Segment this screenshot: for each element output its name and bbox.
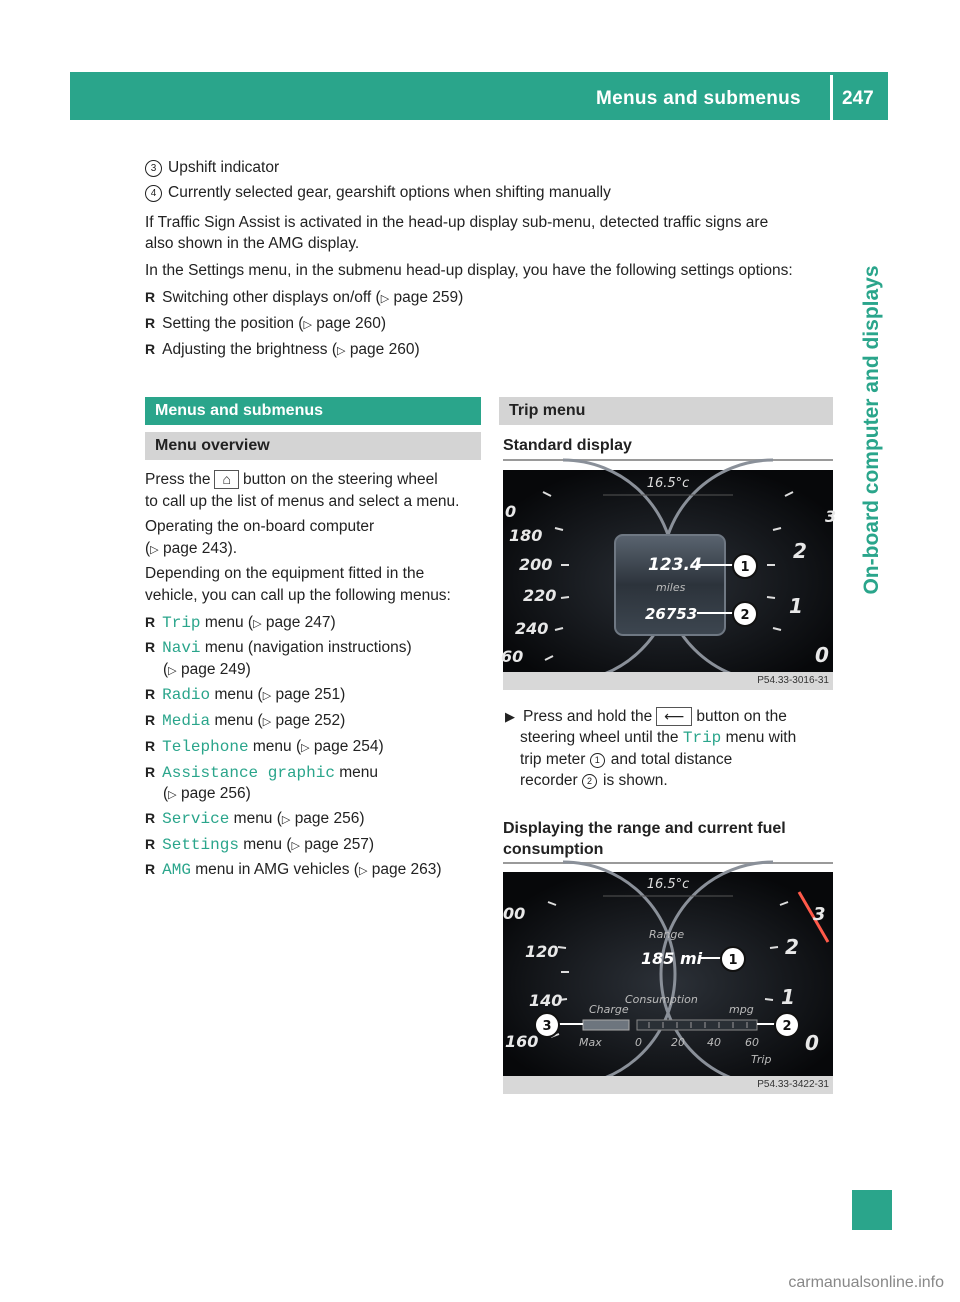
paragraph: Operating the on-board computer [145, 518, 375, 535]
max-label: Max [579, 1036, 602, 1049]
page-ref[interactable]: page 260) [349, 341, 420, 358]
callout-1-label: 1 [740, 560, 750, 575]
callout-4-icon: 4 [145, 185, 162, 202]
menu-list-item-media: R Media menu (▷ page 252) [145, 712, 346, 730]
page-ref[interactable]: page 257) [304, 836, 375, 853]
menu-list-item-telephone: R Telephone menu (▷ page 254) [145, 738, 384, 756]
speed-label: 180 [509, 526, 543, 545]
menu-name[interactable]: Service [162, 810, 230, 828]
page-ref[interactable]: page 259) [393, 289, 464, 306]
page-ref-arrow-icon: ▷ [303, 319, 312, 331]
paragraph: vehicle, you can call up the following menus: [145, 587, 451, 604]
legend-text: Upshift indicator [168, 159, 280, 176]
speed-label: 160 [505, 1032, 539, 1051]
figure-code: P54.33-3016-31 [503, 672, 833, 690]
subheading-range: Displaying the range and current fuel [503, 820, 786, 837]
watermark: carmanualsonline.info [788, 1274, 944, 1291]
speed-label: 240 [515, 619, 549, 638]
trip-meter-value: 123.4 [648, 555, 702, 575]
page-ref-arrow-icon: ▷ [301, 742, 310, 754]
bullet-item: R Switching other displays on/off (▷ page 259) [145, 289, 464, 306]
menu-list-item-service: R Service menu (▷ page 256) [145, 810, 365, 828]
page-ref-arrow-icon: ▷ [262, 690, 272, 702]
total-distance-value: 26753 [645, 605, 698, 623]
legend-item-3 [145, 157, 279, 178]
section-heading-menus: Menus and submenus [145, 397, 481, 425]
legend-item-4 [145, 182, 611, 203]
speed-label: 200 [519, 555, 553, 574]
speed-label: 60 [501, 647, 524, 666]
page-ref-arrow-icon: ▷ [150, 544, 159, 556]
page-ref-arrow-icon: ▷ [337, 345, 346, 357]
menu-list-item-amg: R AMG menu in AMG vehicles (▷ page 263) [145, 861, 442, 879]
menu-name[interactable]: AMG [162, 861, 191, 879]
page-ref[interactable]: page 251) [275, 686, 346, 703]
paragraph: Press the ⌂ button on the steering wheel [145, 471, 438, 488]
paragraph: Depending on the equipment fitted in the [145, 565, 425, 582]
page-ref[interactable]: page 260) [316, 315, 387, 332]
paragraph: If Traffic Sign Assist is activated in the head-up display sub-menu, detected traffic signs are [145, 214, 769, 231]
menu-name[interactable]: Navi [162, 639, 201, 657]
outside-temp: 16.5°c [646, 476, 690, 491]
instruction-step: ▶ Press and hold the ⟵ button on the [505, 708, 787, 725]
range-value: 185 mi [641, 949, 703, 968]
page-ref[interactable]: page 252) [275, 712, 346, 729]
menu-list-item-navi-ref: (▷ page 249) [163, 661, 251, 678]
page-ref-arrow-icon: ▷ [253, 618, 262, 630]
page-ref[interactable]: page 247) [265, 614, 336, 631]
instruction-step-line: trip meter 1 and total distance [520, 751, 733, 768]
speed-label: 220 [523, 586, 557, 605]
page-number: 247 [842, 88, 874, 109]
speed-label: 120 [525, 942, 559, 961]
rpm-label: 1 [781, 985, 795, 1009]
menu-name[interactable]: Radio [162, 686, 211, 704]
speed-label: 0 [505, 502, 517, 521]
page-ref[interactable]: page 256) [294, 810, 365, 827]
back-button-icon: ⟵ [656, 707, 692, 726]
menu-list-item-navi: R Navi menu (navigation instructions) [145, 639, 412, 657]
callout-1-label: 1 [728, 953, 738, 968]
legend-text: Currently selected gear, gearshift options when shifting manually [168, 184, 611, 201]
callout-2-label: 2 [782, 1019, 792, 1034]
rpm-label: 3 [825, 507, 837, 526]
page-ref-arrow-icon: ▷ [358, 865, 368, 877]
side-tab-label: On-board computer and displays [860, 265, 883, 595]
page-ref-arrow-icon: ▷ [281, 814, 291, 826]
charge-label: Charge [589, 1003, 629, 1016]
menu-name[interactable]: Assistance graphic [162, 764, 335, 782]
cluster-photo-range [503, 872, 833, 1094]
menu-name[interactable]: Media [162, 712, 211, 730]
menu-list-item-assistance-graphic: R Assistance graphic menu [145, 764, 379, 782]
cluster-standard-graphic [501, 470, 837, 690]
paragraph: also shown in the AMG display. [145, 235, 360, 252]
menu-list-item-trip: R Trip menu (▷ page 247) [145, 614, 336, 632]
rpm-label: 2 [785, 935, 799, 959]
subheading-standard-display: Standard display [503, 437, 632, 454]
menu-list-item-radio: R Radio menu (▷ page 251) [145, 686, 346, 704]
rpm-label: 2 [793, 539, 807, 563]
step-arrow-icon: ▶ [505, 709, 515, 724]
page-ref-arrow-icon: ▷ [168, 789, 177, 801]
page-ref[interactable]: page 249) [180, 661, 251, 678]
bullet-item: R Setting the position (▷ page 260) [145, 315, 387, 332]
outside-temp: 16.5°c [646, 877, 690, 892]
menu-name[interactable]: Telephone [162, 738, 249, 756]
rpm-label: 1 [789, 594, 803, 618]
paragraph: to call up the list of menus and select a menu. [145, 493, 460, 510]
header-title: Menus and submenus [596, 88, 801, 109]
paragraph: In the Settings menu, in the submenu head-up display, you have the following settings options: [145, 262, 793, 279]
page-ref[interactable]: page 263) [371, 861, 442, 878]
mpg-label: mpg [729, 1003, 754, 1016]
subsection-heading-menu-overview: Menu overview [145, 432, 481, 460]
page-ref[interactable]: page 256) [180, 785, 251, 802]
page-ref-arrow-icon: ▷ [380, 293, 390, 305]
bullet-item: R Adjusting the brightness (▷ page 260) [145, 341, 420, 358]
consumption-label: Consumption [625, 993, 698, 1006]
page-ref-arrow-icon: ▷ [168, 665, 177, 677]
figure-code: P54.33-3422-31 [503, 1076, 833, 1094]
header-divider [830, 75, 833, 120]
page-ref[interactable]: page 243). [162, 540, 238, 557]
divider [503, 862, 833, 864]
rpm-label: 0 [805, 1031, 819, 1055]
page-ref-arrow-icon: ▷ [262, 716, 272, 728]
speed-label: 00 [503, 904, 526, 923]
scale-label: 20 [671, 1036, 685, 1049]
paragraph: (▷ page 243). [145, 540, 238, 557]
scale-label: 0 [635, 1036, 642, 1049]
speed-label: 140 [529, 991, 563, 1010]
page-ref[interactable]: page 254) [313, 738, 384, 755]
rpm-label: 0 [815, 643, 829, 667]
menu-name[interactable]: Trip [162, 614, 201, 632]
instruction-step-line: steering wheel until the Trip menu with [520, 729, 797, 747]
cluster-photo-standard [501, 470, 837, 690]
trip-label: Trip [751, 1053, 772, 1066]
divider [503, 459, 833, 461]
side-tab-marker [852, 1190, 892, 1230]
range-label: Range [649, 928, 685, 941]
callout-2-label: 2 [740, 608, 750, 623]
callout-3-label: 3 [542, 1019, 552, 1034]
callout-2-icon: 2 [582, 774, 597, 789]
rpm-label: 3 [813, 904, 826, 925]
menu-list-item-assistance-ref: (▷ page 256) [163, 785, 251, 802]
callout-1-icon: 1 [590, 753, 605, 768]
instruction-step-line: recorder 2 is shown. [520, 772, 668, 789]
scale-label: 40 [707, 1036, 721, 1049]
menu-list-item-settings: R Settings menu (▷ page 257) [145, 836, 375, 854]
section-heading-trip-menu: Trip menu [499, 397, 833, 425]
callout-3-icon: 3 [145, 160, 162, 177]
scale-label: 60 [745, 1036, 759, 1049]
subheading-range: consumption [503, 841, 604, 858]
trip-unit: miles [656, 581, 686, 594]
menu-name[interactable]: Settings [162, 836, 239, 854]
page-ref-arrow-icon: ▷ [291, 840, 300, 852]
home-button-icon: ⌂ [214, 470, 238, 489]
menu-name[interactable]: Trip [682, 729, 722, 747]
cluster-range-graphic [503, 872, 833, 1094]
